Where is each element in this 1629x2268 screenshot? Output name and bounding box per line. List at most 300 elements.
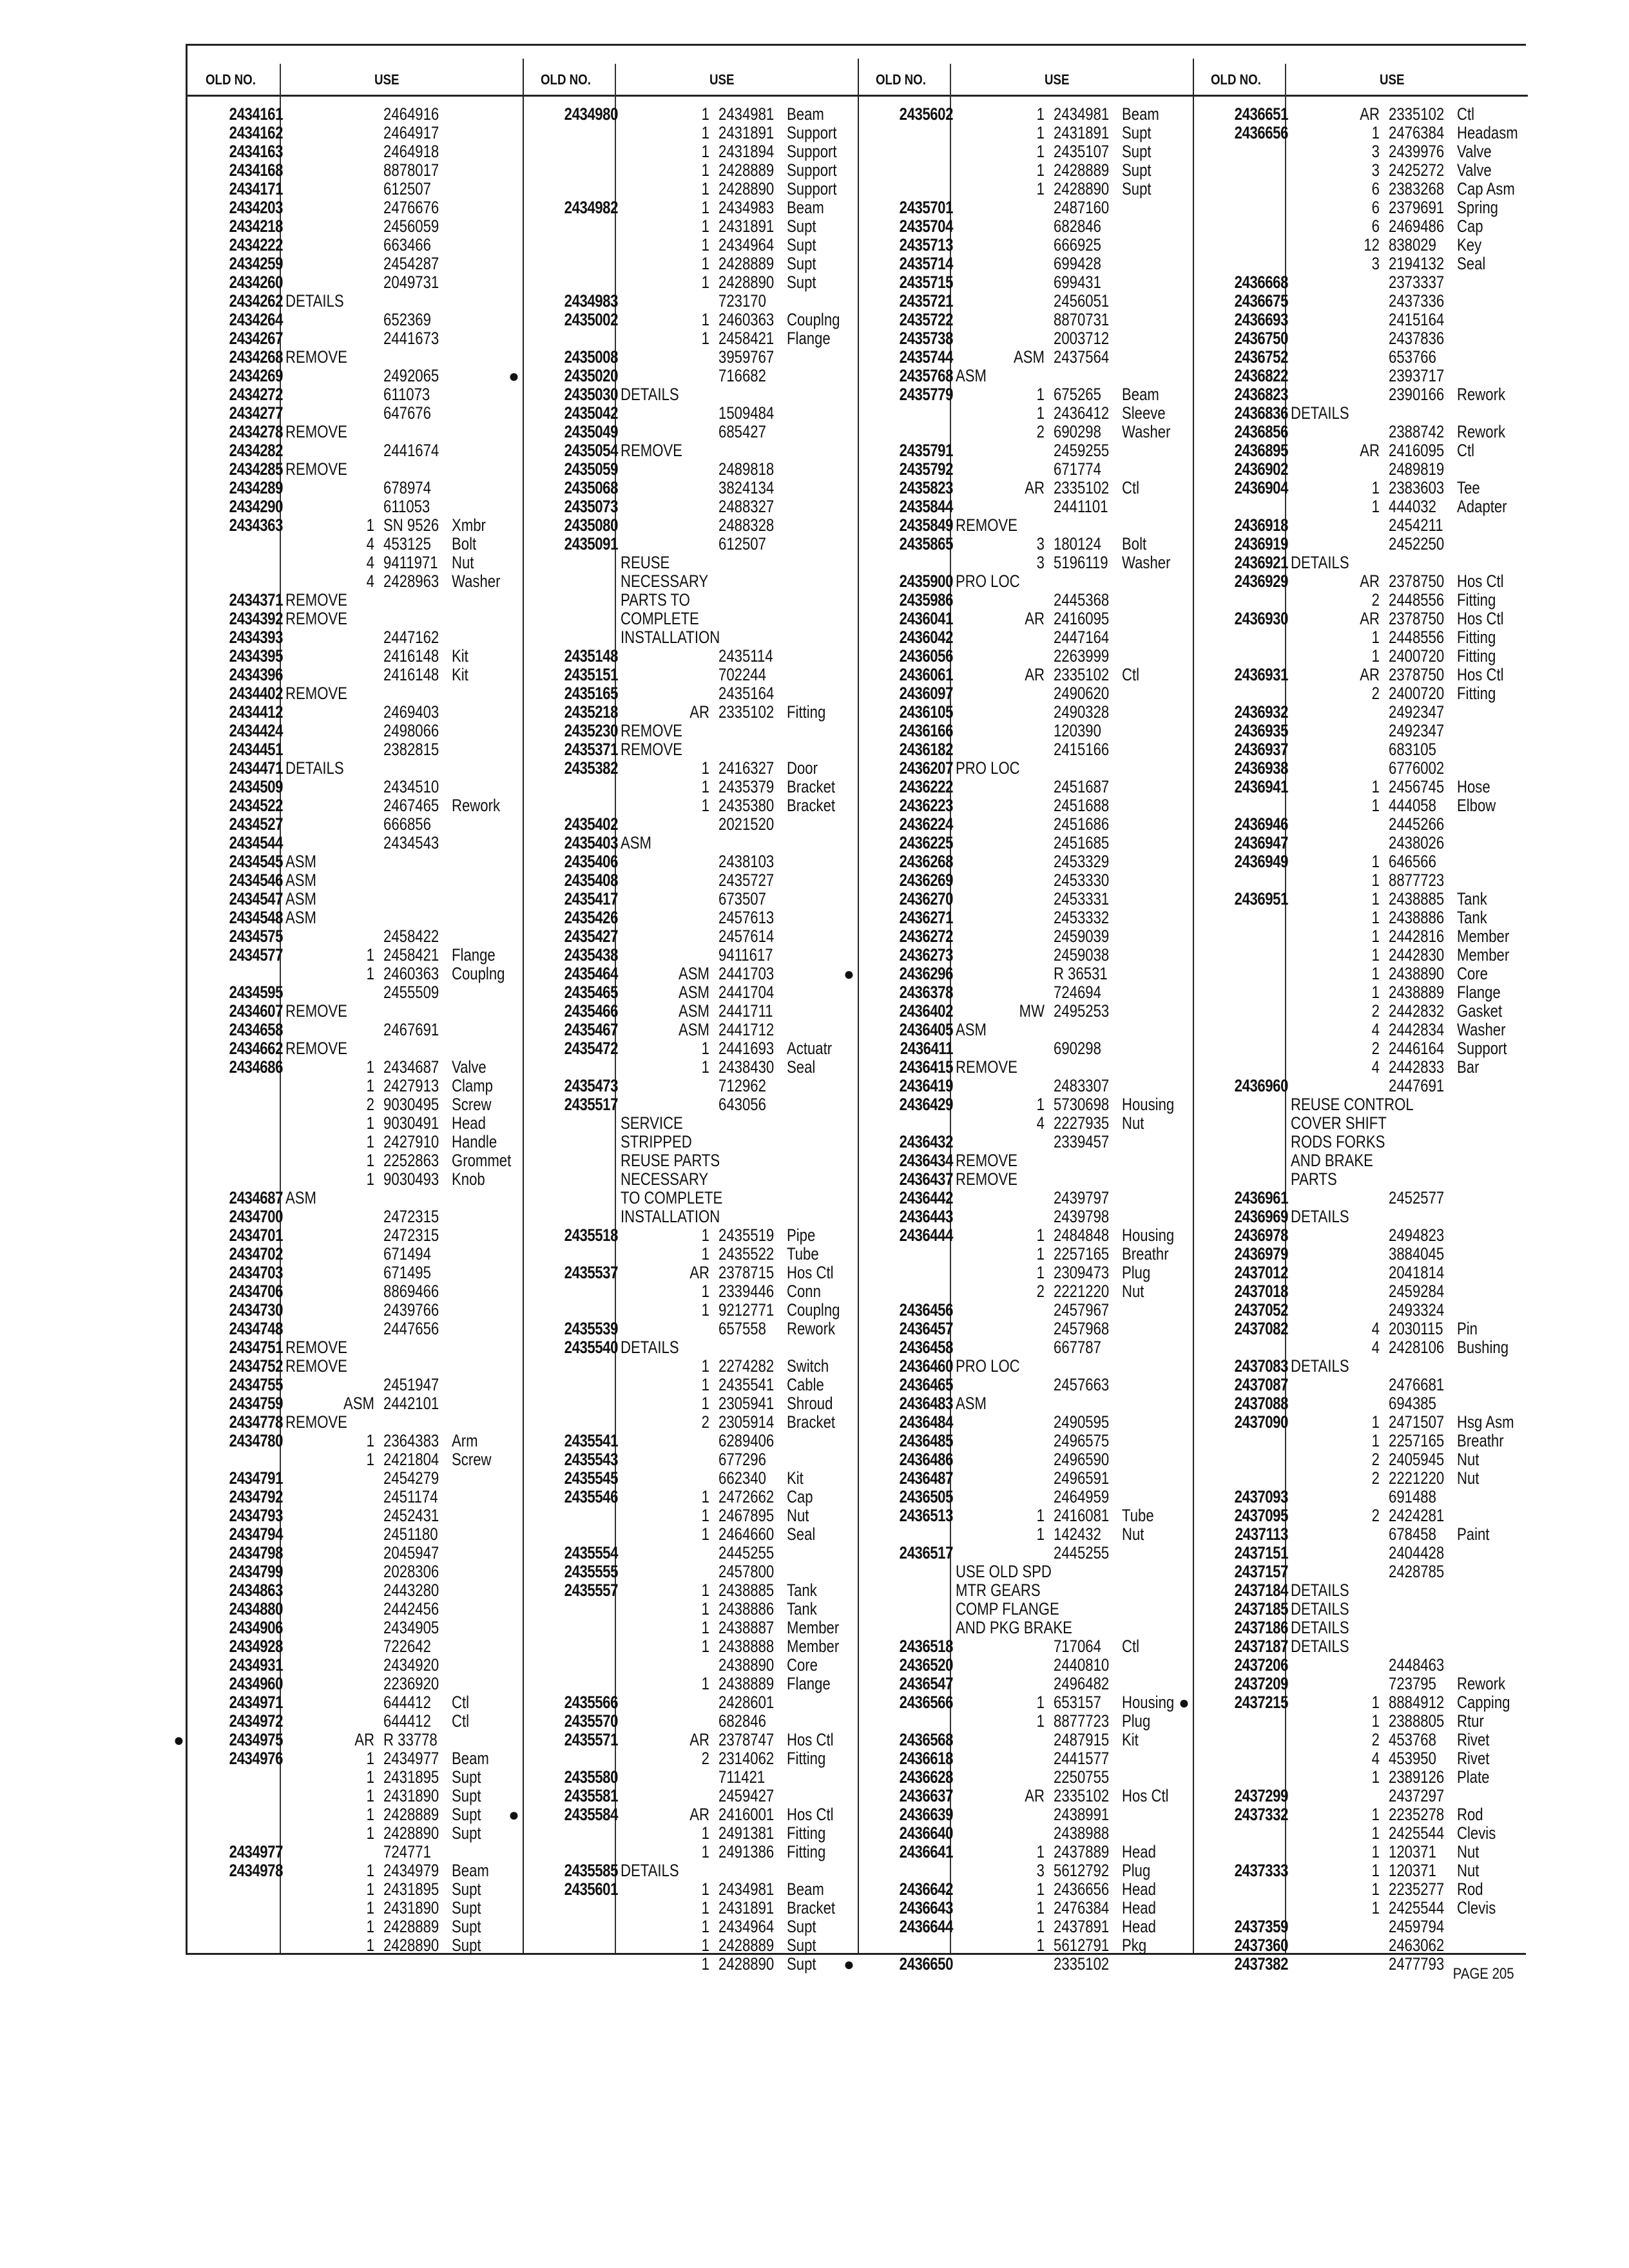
part-description: Supt — [452, 1879, 481, 1899]
part-description: Capping — [1457, 1693, 1510, 1712]
part-description: Support — [787, 123, 837, 142]
part-number: 2459794 — [1389, 1917, 1445, 1936]
old-number: 2436378 — [899, 983, 953, 1002]
use-note: ASM — [956, 1020, 987, 1039]
part-description: Head — [1122, 1917, 1156, 1936]
part-number: 2434979 — [383, 1861, 439, 1880]
table-row — [858, 516, 1193, 535]
part-number: 2442101 — [383, 1394, 439, 1413]
table-row — [188, 740, 523, 759]
part-number: 673507 — [718, 889, 766, 908]
table-row — [858, 572, 1193, 591]
old-number: 2435403 — [564, 833, 618, 852]
table-row — [523, 1320, 858, 1338]
table-row — [1193, 1619, 1528, 1637]
table-row — [188, 329, 523, 348]
old-number: 2434395 — [229, 646, 283, 666]
part-number: 2471507 — [1389, 1412, 1445, 1432]
old-number: 2434799 — [229, 1562, 283, 1581]
old-number: 2436268 — [899, 852, 953, 871]
quantity: 1 — [366, 1169, 374, 1189]
table-row — [523, 1488, 858, 1506]
old-number: 2436419 — [899, 1076, 953, 1095]
part-number: 2431890 — [383, 1898, 439, 1917]
part-description: Xmbr — [452, 515, 486, 535]
use-note: REUSE PARTS — [621, 1151, 720, 1170]
part-number: 9411617 — [718, 945, 773, 965]
old-number: 2437299 — [1234, 1786, 1288, 1805]
table-row — [188, 1450, 523, 1469]
old-number: 2434262 — [229, 291, 283, 311]
part-description: Clevis — [1457, 1898, 1496, 1917]
table-row — [1193, 1824, 1528, 1843]
old-number: 2436979 — [1234, 1244, 1288, 1264]
part-number: 662340 — [718, 1468, 766, 1488]
part-number: 2434964 — [718, 1917, 775, 1936]
use-note: MTR GEARS — [956, 1581, 1041, 1600]
part-number: 2442834 — [1389, 1020, 1445, 1039]
table-row — [188, 1282, 523, 1301]
table-row — [523, 1880, 858, 1899]
quantity: 4 — [366, 553, 374, 572]
part-number: 2436656 — [1054, 1879, 1110, 1899]
quantity: 2 — [1371, 1730, 1380, 1749]
part-description: Switch — [787, 1356, 829, 1376]
table-row — [188, 460, 523, 479]
part-number: 2457968 — [1054, 1319, 1110, 1338]
table-row — [188, 1675, 523, 1693]
old-number: 2434577 — [229, 945, 283, 965]
use-note: ASM — [956, 366, 987, 385]
part-number: 2441673 — [383, 329, 439, 348]
old-number: 2436458 — [899, 1338, 953, 1357]
use-note: DETAILS — [1291, 1207, 1349, 1226]
quantity: 1 — [366, 1749, 374, 1768]
table-row — [523, 684, 858, 703]
quantity: 4 — [1371, 1338, 1380, 1357]
old-number: 2436668 — [1234, 273, 1288, 292]
table-row — [523, 385, 858, 404]
part-number: 2335102 — [1054, 478, 1110, 497]
table-row — [1193, 628, 1528, 647]
old-number: 2435230 — [564, 721, 618, 740]
old-number: 2434203 — [229, 198, 283, 217]
quantity: 4 — [1036, 1113, 1045, 1133]
table-row — [858, 124, 1193, 142]
table-row — [523, 1544, 858, 1562]
part-description: Screw — [452, 1095, 492, 1114]
old-number: 2435073 — [564, 497, 618, 516]
page-number: PAGE 205 — [1453, 1965, 1514, 1983]
header-rule — [188, 95, 523, 97]
part-number: 2498066 — [383, 721, 439, 740]
old-number: 2435518 — [564, 1225, 618, 1245]
table-row — [523, 1656, 858, 1675]
part-description: Handle — [452, 1132, 497, 1151]
part-number: 2438103 — [718, 852, 775, 871]
table-row — [858, 385, 1193, 404]
table-row — [858, 759, 1193, 778]
old-number: 2435738 — [899, 329, 953, 348]
old-number: 2434393 — [229, 628, 283, 647]
old-number: 2434264 — [229, 310, 283, 329]
quantity: 1 — [701, 1375, 709, 1394]
use-note: PARTS TO — [621, 590, 690, 610]
table-row — [188, 722, 523, 740]
part-description: Rivet — [1457, 1749, 1490, 1768]
quantity: 1 — [701, 1917, 709, 1936]
table-row — [188, 946, 523, 965]
table-row — [188, 311, 523, 329]
part-number: 2445266 — [1389, 814, 1445, 834]
part-description: Supt — [452, 1936, 481, 1955]
quantity: 1 — [366, 1805, 374, 1824]
part-number: 2373337 — [1389, 273, 1445, 292]
part-description: Head — [1122, 1842, 1156, 1861]
header-use: USE — [1380, 72, 1405, 88]
part-description: Plug — [1122, 1263, 1151, 1282]
part-description: Ctl — [452, 1693, 470, 1712]
table-row — [188, 1338, 523, 1357]
table-row — [858, 460, 1193, 479]
table-row — [843, 964, 1193, 984]
old-number: 2434607 — [229, 1001, 283, 1021]
part-description: Rivet — [1457, 1730, 1490, 1749]
table-row — [858, 1899, 1193, 1917]
table-row — [858, 796, 1193, 815]
old-number: 2436919 — [1234, 534, 1288, 553]
old-number: 2434778 — [229, 1412, 283, 1432]
table-row — [188, 1824, 523, 1843]
quantity: 1 — [1371, 478, 1380, 497]
part-number: 2431895 — [383, 1767, 439, 1787]
table-row — [523, 1843, 858, 1861]
quantity: 1 — [701, 1506, 709, 1525]
part-description: Kit — [787, 1468, 804, 1488]
old-number: 2434412 — [229, 702, 283, 722]
part-number: 2448556 — [1389, 590, 1445, 610]
quantity: 1 — [701, 796, 709, 815]
quantity: 1 — [366, 1132, 374, 1151]
table-row — [858, 1450, 1193, 1469]
table-row — [188, 1506, 523, 1525]
old-number: 2436207 — [899, 758, 953, 778]
table-row — [188, 1525, 523, 1544]
part-number: 2439798 — [1054, 1207, 1110, 1226]
part-description: Supt — [452, 1805, 481, 1824]
table-row — [523, 890, 858, 908]
part-number: 2464916 — [383, 104, 439, 124]
old-number: 2434547 — [229, 889, 283, 908]
table-row — [858, 404, 1193, 423]
quantity: 2 — [1371, 684, 1380, 703]
part-description: Member — [1457, 927, 1510, 946]
use-note: DETAILS — [621, 1338, 679, 1357]
table-row — [523, 161, 858, 180]
part-description: Rework — [787, 1319, 836, 1338]
table-row — [1193, 1077, 1528, 1095]
table-row — [858, 1282, 1193, 1301]
table-row — [523, 329, 858, 348]
old-number: 2436487 — [899, 1468, 953, 1488]
quantity: 3 — [1371, 254, 1380, 273]
table-row — [523, 255, 858, 273]
part-number: 2389126 — [1389, 1767, 1445, 1787]
part-description: Supt — [1122, 123, 1152, 142]
quantity: 1 — [1371, 1805, 1380, 1824]
old-number: 2436752 — [1234, 347, 1288, 367]
old-number: 2437095 — [1234, 1506, 1288, 1525]
part-description: Beam — [1122, 104, 1159, 124]
part-description: Nut — [1457, 1842, 1480, 1861]
old-number: 2436483 — [899, 1394, 953, 1413]
part-description: Bracket — [787, 796, 836, 815]
quantity: 3 — [1036, 534, 1045, 553]
old-number: 2434260 — [229, 273, 283, 292]
old-number: 2435427 — [564, 927, 618, 946]
table-row — [1193, 871, 1528, 890]
part-number: 717064 — [1054, 1637, 1101, 1656]
part-description: Supt — [787, 1954, 816, 1974]
old-number: 2435406 — [564, 852, 618, 871]
old-number: 2436443 — [899, 1207, 953, 1226]
table-row — [1193, 1768, 1528, 1787]
part-description: Couplng — [452, 964, 505, 983]
old-number: 2437206 — [1234, 1655, 1288, 1675]
old-number: 2435701 — [899, 198, 953, 217]
part-number: 2415164 — [1389, 310, 1445, 329]
table-row — [1193, 217, 1528, 236]
part-number: 2451685 — [1054, 833, 1110, 852]
part-description: Member — [787, 1637, 840, 1656]
old-number: 2434289 — [229, 478, 283, 497]
quantity: 12 — [1364, 235, 1380, 255]
part-number: 2438890 — [718, 1655, 775, 1675]
table-row — [523, 1861, 858, 1880]
old-number: 2435438 — [564, 945, 618, 965]
table-row — [858, 1880, 1193, 1899]
part-description: Support — [787, 142, 837, 161]
table-row — [858, 1039, 1193, 1058]
table-row — [858, 1619, 1193, 1637]
part-description: Washer — [1122, 422, 1171, 441]
part-number: 2437891 — [1054, 1917, 1110, 1936]
quantity: 2 — [1371, 1506, 1380, 1525]
table-row — [188, 572, 523, 591]
part-number: 699431 — [1054, 273, 1101, 292]
part-description: Seal — [787, 1524, 816, 1544]
part-number: 712962 — [718, 1076, 766, 1095]
table-row — [523, 1151, 858, 1170]
table-row — [523, 1712, 858, 1731]
part-description: Flange — [787, 329, 831, 348]
old-number: 2434168 — [229, 160, 283, 180]
table-row — [1193, 460, 1528, 479]
table-row — [858, 1095, 1193, 1114]
old-number: 2436061 — [899, 665, 953, 684]
part-number: 2045947 — [383, 1543, 439, 1562]
table-row — [1193, 404, 1528, 423]
table-row — [858, 1488, 1193, 1506]
old-number: 2434392 — [229, 609, 283, 628]
part-number: 2382815 — [383, 740, 439, 759]
part-number: 2496591 — [1054, 1468, 1110, 1488]
old-number: 2434259 — [229, 254, 283, 273]
part-description: Nut — [1122, 1524, 1144, 1544]
table-row — [188, 1077, 523, 1095]
table-row — [1193, 1805, 1528, 1824]
part-description: Rod — [1457, 1879, 1483, 1899]
part-description: Tube — [1122, 1506, 1154, 1525]
old-number: 2436750 — [1234, 329, 1288, 348]
table-row — [188, 441, 523, 460]
quantity: 1 — [1036, 1898, 1045, 1917]
old-number: 2435517 — [564, 1095, 618, 1114]
old-number: 2435722 — [899, 310, 953, 329]
use-note: REMOVE — [956, 1057, 1017, 1077]
table-row — [858, 591, 1193, 610]
use-note: DETAILS — [1291, 1581, 1349, 1600]
old-number: 2436271 — [899, 908, 953, 927]
table-row — [858, 217, 1193, 236]
table-row — [523, 1432, 858, 1450]
part-description: Headasm — [1457, 123, 1518, 142]
table-row — [188, 1189, 523, 1207]
quantity: 1 — [366, 1151, 374, 1170]
old-number: 2435165 — [564, 684, 618, 703]
old-number: 2436921 — [1234, 553, 1288, 572]
quantity: 4 — [1371, 1319, 1380, 1338]
table-row — [1193, 198, 1528, 217]
quantity: 1 — [1371, 983, 1380, 1002]
quantity: 1 — [701, 235, 709, 255]
table-row — [523, 1450, 858, 1469]
use-note: COMPLETE — [621, 609, 699, 628]
part-number: 2431890 — [383, 1786, 439, 1805]
old-number: 2437151 — [1234, 1543, 1288, 1562]
old-number: 2434371 — [229, 590, 283, 610]
table-row — [1193, 666, 1528, 684]
table-row — [188, 1656, 523, 1675]
part-number: 647676 — [383, 403, 431, 423]
part-number: 2457663 — [1054, 1375, 1110, 1394]
part-description: Breathr — [1122, 1244, 1169, 1264]
part-description: Cable — [787, 1375, 824, 1394]
header-old-no: OLD NO. — [1211, 72, 1261, 88]
part-description: Nut — [787, 1506, 809, 1525]
part-number: 2416095 — [1054, 609, 1110, 628]
part-number: 2434510 — [383, 777, 439, 796]
table-row — [858, 1600, 1193, 1619]
quantity: 1 — [701, 1300, 709, 1320]
part-number: 8877723 — [1389, 870, 1445, 890]
old-number: 2436935 — [1234, 721, 1288, 740]
part-number: 2428890 — [718, 273, 775, 292]
old-number: 2434971 — [229, 1693, 283, 1712]
part-description: Core — [1457, 964, 1488, 983]
quantity: 4 — [366, 534, 374, 553]
table-row — [188, 1619, 523, 1637]
table-row — [1193, 1432, 1528, 1450]
old-number: 2436460 — [899, 1356, 953, 1376]
part-number: 8878017 — [383, 160, 439, 180]
use-note: ASM — [956, 1394, 987, 1413]
table-row — [188, 105, 523, 124]
quantity: 1 — [701, 1356, 709, 1376]
part-number: 444058 — [1389, 796, 1436, 815]
old-number: 2435030 — [564, 385, 618, 404]
old-number: 2436822 — [1234, 366, 1288, 385]
part-number: 2489819 — [1389, 459, 1445, 479]
old-number: 2434222 — [229, 235, 283, 255]
old-number: 2435371 — [564, 740, 618, 759]
quantity: 1 — [701, 310, 709, 329]
table-row — [1193, 311, 1528, 329]
table-row — [1179, 1693, 1528, 1713]
table-row — [858, 1320, 1193, 1338]
part-number: 2428890 — [718, 179, 775, 198]
part-number: 2442833 — [1389, 1057, 1445, 1077]
use-note: SERVICE — [621, 1113, 683, 1133]
old-number: 2436969 — [1234, 1207, 1288, 1226]
part-number: 2467465 — [383, 796, 439, 815]
quantity: 1 — [366, 1450, 374, 1469]
table-row — [188, 815, 523, 834]
part-number: 5196119 — [1054, 553, 1108, 572]
table-row — [1193, 1469, 1528, 1488]
old-number: 2435546 — [564, 1487, 618, 1506]
column-rows — [173, 104, 523, 1955]
part-number: 666925 — [1054, 235, 1101, 255]
part-number: 2416148 — [383, 646, 439, 666]
quantity: 1 — [1036, 1711, 1045, 1731]
table-row — [858, 479, 1193, 497]
part-number: 2335102 — [1389, 104, 1445, 124]
part-number: R 33778 — [383, 1730, 438, 1749]
use-note: REMOVE — [956, 1151, 1017, 1170]
quantity: 1 — [1036, 1879, 1045, 1899]
table-row — [188, 628, 523, 647]
table-row — [188, 703, 523, 722]
part-number: 652369 — [383, 310, 431, 329]
old-number: 2436978 — [1234, 1225, 1288, 1245]
part-number: 2437564 — [1054, 347, 1110, 367]
old-number: 2436520 — [899, 1655, 953, 1675]
old-number: 2436223 — [899, 796, 953, 815]
old-number: 2434272 — [229, 385, 283, 404]
use-note: TO COMPLETE — [621, 1188, 723, 1207]
quantity: 1 — [366, 1057, 374, 1077]
table-row — [1193, 591, 1528, 610]
old-number: 2436402 — [899, 1001, 953, 1021]
old-number: 2434268 — [229, 347, 283, 367]
table-row — [1193, 1226, 1528, 1245]
table-row — [508, 1805, 858, 1825]
part-number: 2488328 — [718, 515, 775, 535]
table-row — [1193, 1675, 1528, 1693]
table-row — [858, 1376, 1193, 1394]
part-number: 2456059 — [383, 216, 439, 236]
use-note: REMOVE — [621, 441, 682, 460]
quantity: 1 — [701, 1674, 709, 1693]
old-number: 2436960 — [1234, 1076, 1288, 1095]
part-number: 2476681 — [1389, 1375, 1445, 1394]
part-description: Bracket — [787, 1898, 836, 1917]
use-note: ASM — [285, 852, 316, 871]
quantity: 4 — [1371, 1020, 1380, 1039]
part-description: Hos Ctl — [1457, 665, 1504, 684]
quantity: 6 — [1371, 198, 1380, 217]
